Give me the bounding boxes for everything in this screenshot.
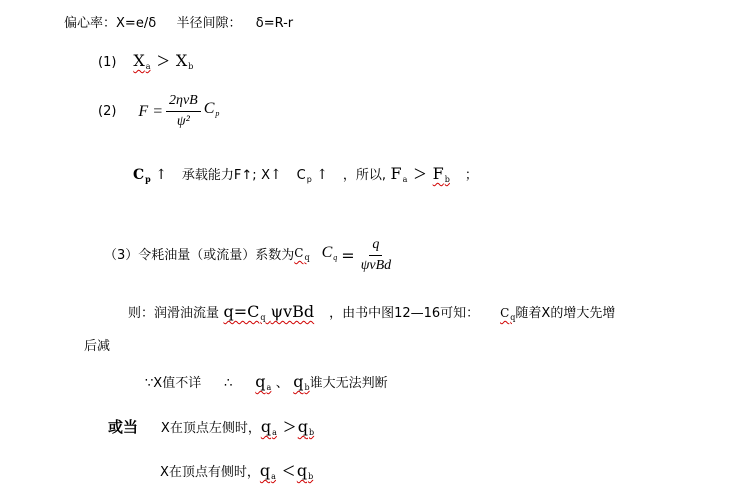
chi-symbol: X bbox=[153, 376, 163, 391]
undetermined-text: 谁大无法判断 bbox=[309, 376, 388, 391]
q-b: $q_b$ bbox=[297, 417, 315, 437]
chi-symbol: X bbox=[116, 16, 125, 31]
unknown-text: 值不详 bbox=[162, 376, 202, 391]
force-lhs: F = bbox=[138, 102, 163, 120]
line-left-vertex bbox=[108, 414, 315, 442]
force-fraction bbox=[166, 92, 201, 131]
trend-text-2: 的增大先增 bbox=[550, 306, 616, 321]
chi-symbol: X bbox=[160, 465, 169, 480]
flow-text: 则：润滑油流量 bbox=[128, 306, 220, 321]
q-a: $q_a$ bbox=[260, 417, 277, 437]
cq-symbol: $C_q$ bbox=[500, 306, 516, 322]
ecc-label: 偏心率： bbox=[64, 16, 117, 31]
line-item-1 bbox=[98, 48, 194, 76]
fraction-denominator: ψvBd bbox=[360, 258, 392, 273]
chi-symbol: X bbox=[160, 421, 170, 436]
cq-symbol: $C_q$ bbox=[294, 246, 310, 262]
line-eccentricity bbox=[64, 15, 293, 33]
line-bearing-capacity bbox=[133, 161, 478, 189]
flow-fraction bbox=[358, 236, 394, 275]
cq-lhs: $C_q$ bbox=[321, 244, 338, 262]
chi-symbol: X bbox=[541, 306, 551, 321]
flow-formula: $q=C_q$ ψvBd bbox=[223, 302, 315, 322]
separator: 、 bbox=[275, 376, 289, 391]
force-a: $F_a$ bbox=[390, 164, 408, 184]
q-b: $q_b$ bbox=[296, 461, 314, 481]
cp-coefficient: $C_p$ bbox=[203, 100, 220, 118]
item-number: （3） bbox=[104, 247, 139, 263]
force-b: $F_b$ bbox=[432, 164, 450, 184]
greater-than: > bbox=[413, 161, 427, 186]
gap-formula: δ=R-r bbox=[255, 16, 294, 31]
q-a: $q_a$ bbox=[255, 372, 272, 392]
line-unknown-chi bbox=[145, 373, 388, 397]
left-vertex-text: 在顶点左侧时， bbox=[169, 421, 261, 436]
semicolon: ； bbox=[464, 168, 478, 183]
greater-than: > bbox=[283, 414, 296, 439]
therefore-symbol: ∴ bbox=[224, 376, 233, 391]
flow-coef-text: 令耗油量（或流量）系数为 bbox=[138, 247, 295, 263]
line-flow-rate bbox=[128, 303, 615, 327]
item-number: (1) bbox=[98, 55, 117, 70]
cp-symbol: $C_p$ bbox=[133, 167, 151, 184]
or-when-label: 或当 bbox=[108, 418, 139, 436]
item-number: (2) bbox=[98, 103, 117, 119]
continuation-text: 后减 bbox=[84, 339, 111, 354]
fraction-numerator: q bbox=[369, 236, 382, 256]
capacity-text: 承载能力F↑; bbox=[181, 168, 257, 183]
fraction-numerator: 2ηvB bbox=[166, 92, 201, 112]
chi-b: $X_b$ bbox=[175, 51, 194, 71]
up-arrow-icon: ↑ bbox=[316, 167, 328, 183]
therefore-text: ，所以, bbox=[342, 168, 386, 183]
line-continuation bbox=[84, 338, 110, 356]
less-than: < bbox=[282, 458, 295, 483]
chi-symbol: X bbox=[261, 168, 270, 183]
line-item-3 bbox=[104, 236, 397, 275]
q-a: $q_a$ bbox=[259, 461, 276, 481]
figure-ref-text: ，由书中图12—16可知： bbox=[329, 306, 480, 321]
fraction-denominator: ψ² bbox=[176, 114, 190, 129]
up-arrow-icon: ↑ bbox=[155, 167, 167, 183]
line-right-vertex bbox=[160, 458, 314, 486]
chi-a: $X_a$ bbox=[133, 51, 151, 71]
trend-text: 随着 bbox=[515, 306, 542, 321]
because-symbol: ∵ bbox=[145, 376, 154, 391]
right-vertex-text: 在顶点有侧时， bbox=[168, 465, 260, 480]
gap-label: 半径间隙： bbox=[176, 16, 242, 31]
line-item-2 bbox=[98, 92, 219, 131]
greater-than: > bbox=[156, 48, 170, 73]
q-b: $q_b$ bbox=[293, 372, 310, 392]
up-arrow-icon: ↑ bbox=[269, 167, 282, 183]
cp-symbol-2: $C_p$ bbox=[296, 168, 312, 184]
equals-sign: = bbox=[341, 245, 355, 265]
ecc-formula: =e/δ bbox=[124, 16, 157, 31]
